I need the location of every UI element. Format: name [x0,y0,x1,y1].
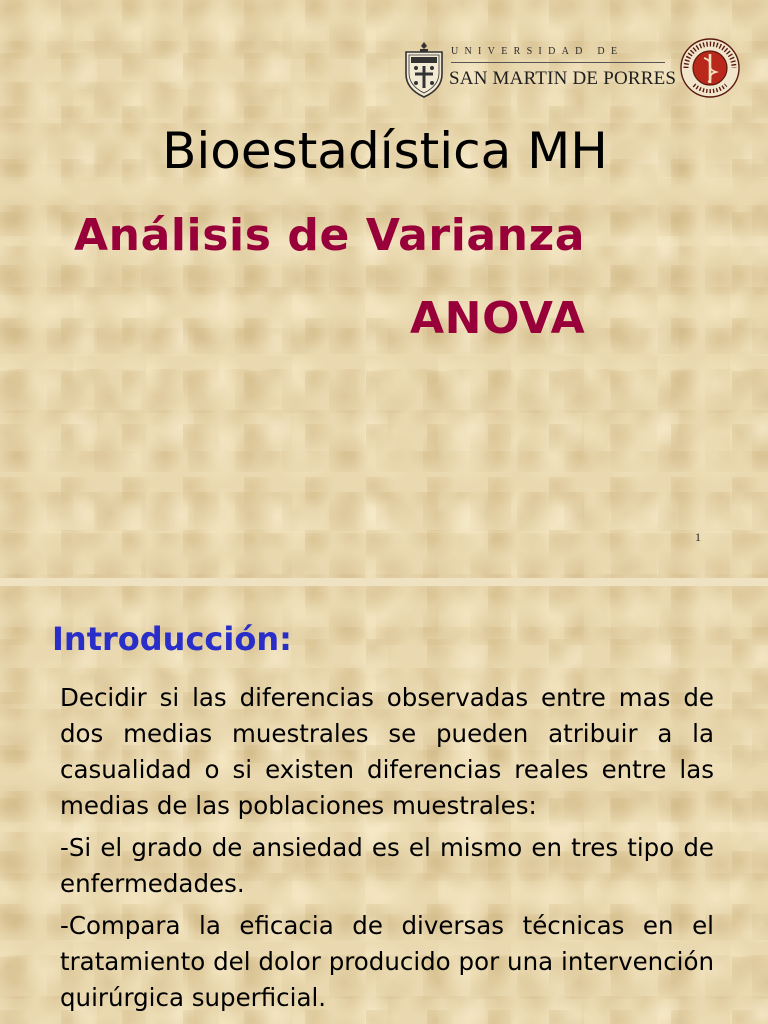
slide-title: Bioestadística MH [162,122,608,180]
paragraph: -Compara la eficacia de diversas técnicas en el tratamiento del dolor producido por una intervención quirúrgica superficial. [60,911,714,1012]
university-crest-icon [403,40,445,98]
slide-2 [0,586,768,1024]
faculty-seal-icon [680,38,740,98]
slide-separator [0,578,768,586]
page-number: 1 [695,530,701,544]
slide-subtitle-acronym: ANOVA [410,293,586,344]
section-heading: Introducción: [52,620,292,658]
university-logo [403,40,677,98]
slide-body [60,680,714,1022]
logo-divider [451,62,665,63]
paragraph: -Si el grado de ansiedad es el mismo en tres tipo de enfermedades. [60,833,714,898]
university-name: SAN MARTIN DE PORRES [449,68,677,89]
university-label: UNIVERSIDAD DE [451,46,624,57]
slide-subtitle: Análisis de Varianza [74,210,586,261]
paragraph: Decidir si las diferencias observadas entre mas de dos medias muestrales se pueden atribuir a la casualidad o si existen diferencias reales entre las medias de las poblaciones muestrales: [60,683,714,820]
